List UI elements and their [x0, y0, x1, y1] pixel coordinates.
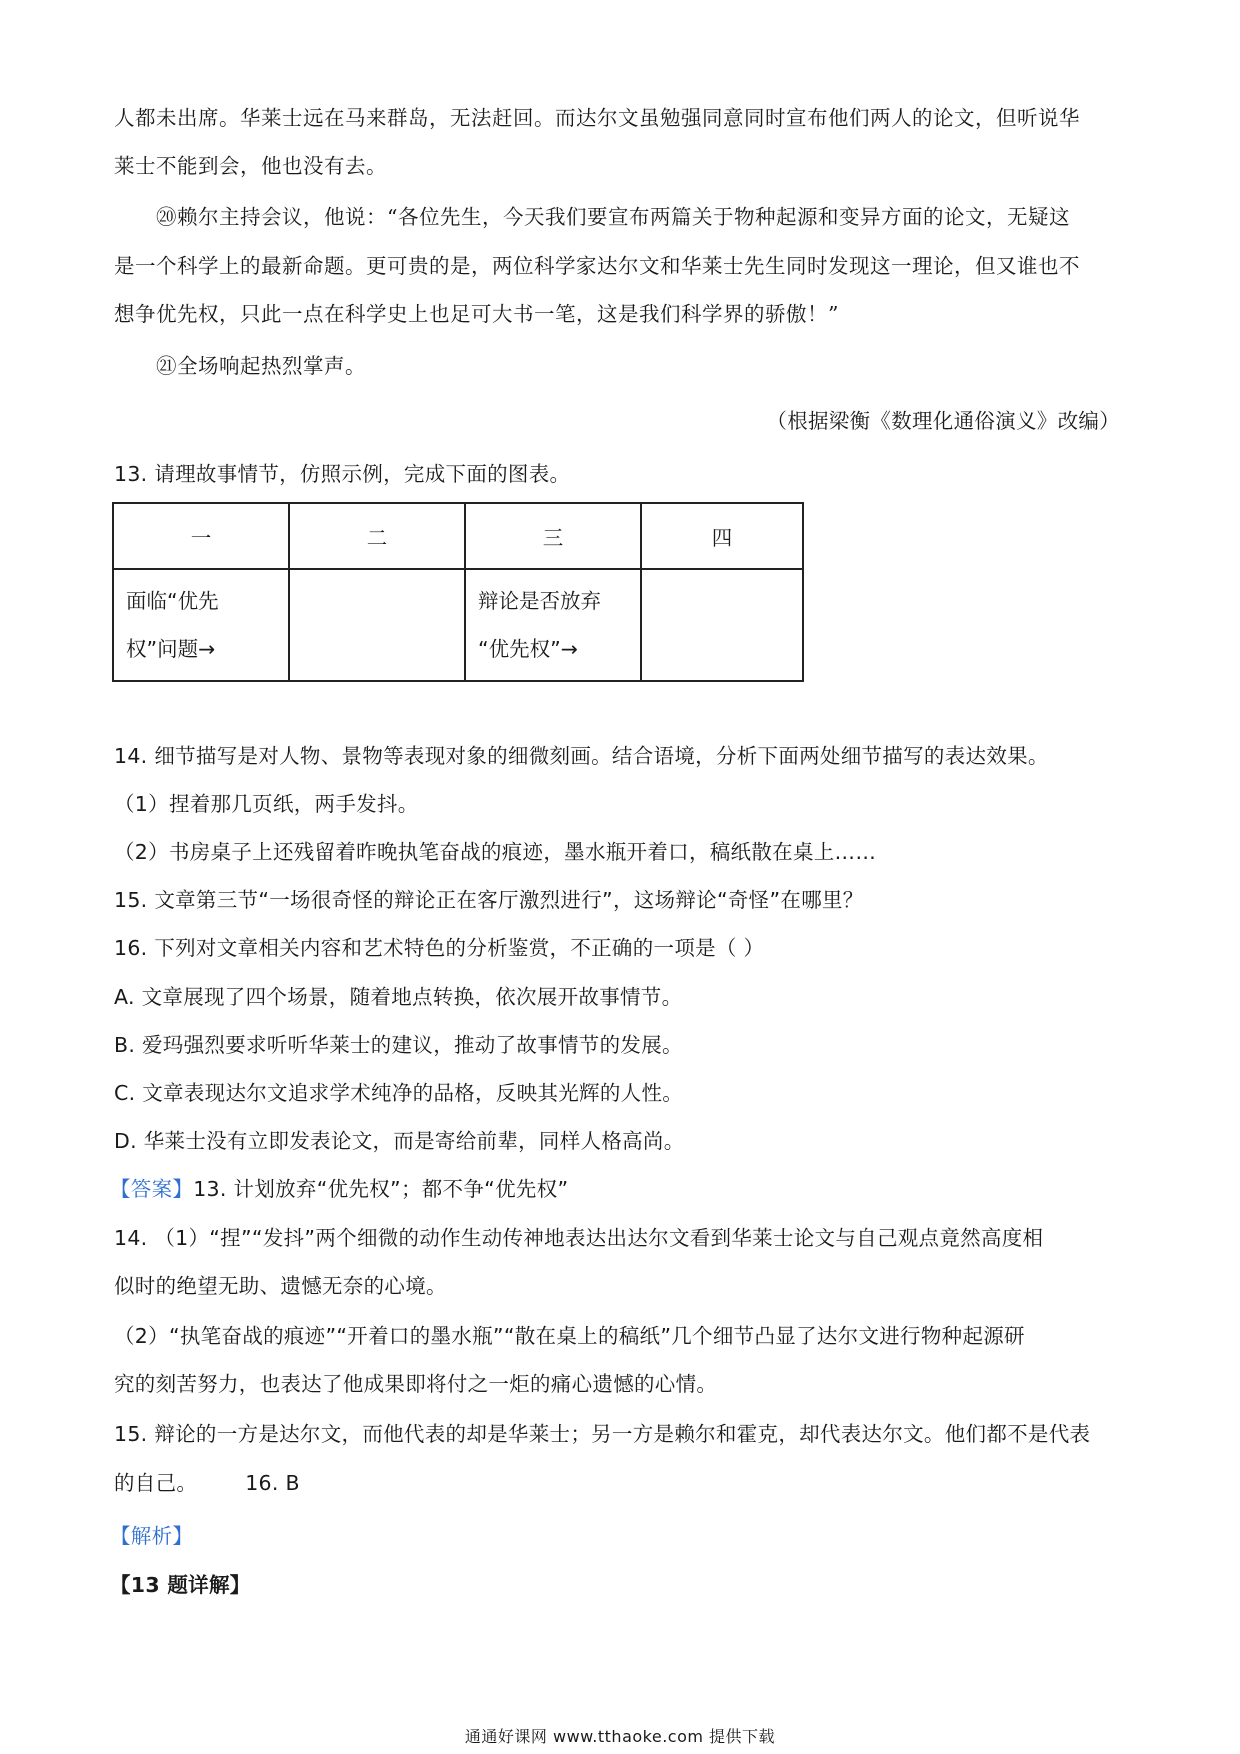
option-a: A. 文章展现了四个场景，随着地点转换，依次展开故事情节。 [114, 985, 683, 1009]
passage-line: ㉑全场响起热烈掌声。 [156, 354, 366, 378]
passage-line: ⑳赖尔主持会议，他说：“各位先生，今天我们要宣布两篇关于物种起源和变异方面的论文，无疑这 [156, 205, 1070, 229]
answer-13: 13. 计划放弃“优先权”；都不争“优先权” [193, 1177, 569, 1201]
table-cell [465, 569, 641, 681]
question-13-stem: 13. 请理故事情节，仿照示例，完成下面的图表。 [114, 462, 571, 486]
passage-line: 想争优先权，只此一点在科学史上也足可大书一笔，这是我们科学界的骄傲！” [114, 302, 839, 326]
table-cell-line: “优先权”→ [478, 637, 578, 661]
passage-source: （根据梁衡《数理化通俗演义》改编） [766, 409, 1120, 433]
table-cell-line: 权”问题→ [126, 637, 216, 661]
table-cell-blank [289, 569, 465, 681]
question-15-stem: 15. 文章第三节“一场很奇怪的辩论正在客厅激烈进行”，这场辩论“奇怪”在哪里？ [114, 888, 864, 912]
option-d: D. 华莱士没有立即发表论文，而是寄给前辈，同样人格高尚。 [114, 1129, 685, 1153]
table-header-cell: 四 [641, 503, 803, 569]
question-14-item: （1）捏着那几页纸，两手发抖。 [114, 792, 419, 816]
answer-14-line: （2）“执笔奋战的痕迹”“开着口的墨水瓶”“散在桌上的稿纸”几个细节凸显了达尔文进行物种起源研 [114, 1324, 1025, 1348]
table-cell-blank [641, 569, 803, 681]
option-c: C. 文章表现达尔文追求学术纯净的品格，反映其光辉的人性。 [114, 1081, 684, 1105]
answer-14-line: 14. （1）“捏”“发抖”两个细微的动作生动传神地表达出达尔文看到华莱士论文与自己观点竟然高度相 [114, 1226, 1044, 1250]
answer-tag: 【答案】 [110, 1177, 194, 1201]
page-footer: 通通好课网 www.tthaoke.com 提供下载 [464, 1727, 776, 1746]
table-header-cell: 三 [465, 503, 641, 569]
option-b: B. 爱玛强烈要求听听华莱士的建议，推动了故事情节的发展。 [114, 1033, 683, 1057]
table-header-cell: 二 [289, 503, 465, 569]
passage-line: 莱士不能到会，他也没有去。 [114, 154, 387, 178]
question-14-stem: 14. 细节描写是对人物、景物等表现对象的细微刻画。结合语境，分析下面两处细节描写的表达效果。 [114, 744, 1049, 768]
analysis-tag: 【解析】 [110, 1524, 194, 1548]
answer-15-line: 的自己。 [114, 1471, 198, 1495]
table-header-cell: 一 [113, 503, 289, 569]
answer-14-line: 究的刻苦努力，也表达了他成果即将付之一炬的痛心遗憾的心情。 [114, 1372, 718, 1396]
table-cell-line: 面临“优先 [126, 589, 219, 613]
passage-line: 是一个科学上的最新命题。更可贵的是，两位科学家达尔文和华莱士先生同时发现这一理论，但又谁也不 [114, 254, 1080, 278]
table-cell [113, 569, 289, 681]
plot-chart-table [112, 502, 804, 682]
answer-16: 16. B [245, 1471, 300, 1495]
answer-14-line: 似时的绝望无助、遗憾无奈的心境。 [114, 1274, 447, 1298]
analysis-sub-heading: 【13 题详解】 [110, 1573, 251, 1597]
answer-15-line: 15. 辩论的一方是达尔文，而他代表的却是华莱士；另一方是赖尔和霍克，却代表达尔文。他们都不是代表 [114, 1422, 1091, 1446]
table-cell-line: 辩论是否放弃 [478, 589, 601, 613]
passage-line: 人都未出席。华莱士远在马来群岛，无法赶回。而达尔文虽勉强同意同时宣布他们两人的论文，但听说华 [114, 106, 1080, 130]
question-16-stem: 16. 下列对文章相关内容和艺术特色的分析鉴赏，不正确的一项是（ ） [114, 936, 765, 960]
answer-line [110, 1175, 568, 1203]
question-14-item: （2）书房桌子上还残留着昨晚执笔奋战的痕迹，墨水瓶开着口，稿纸散在桌上…… [114, 840, 877, 864]
answer-15-16-line [114, 1469, 300, 1497]
